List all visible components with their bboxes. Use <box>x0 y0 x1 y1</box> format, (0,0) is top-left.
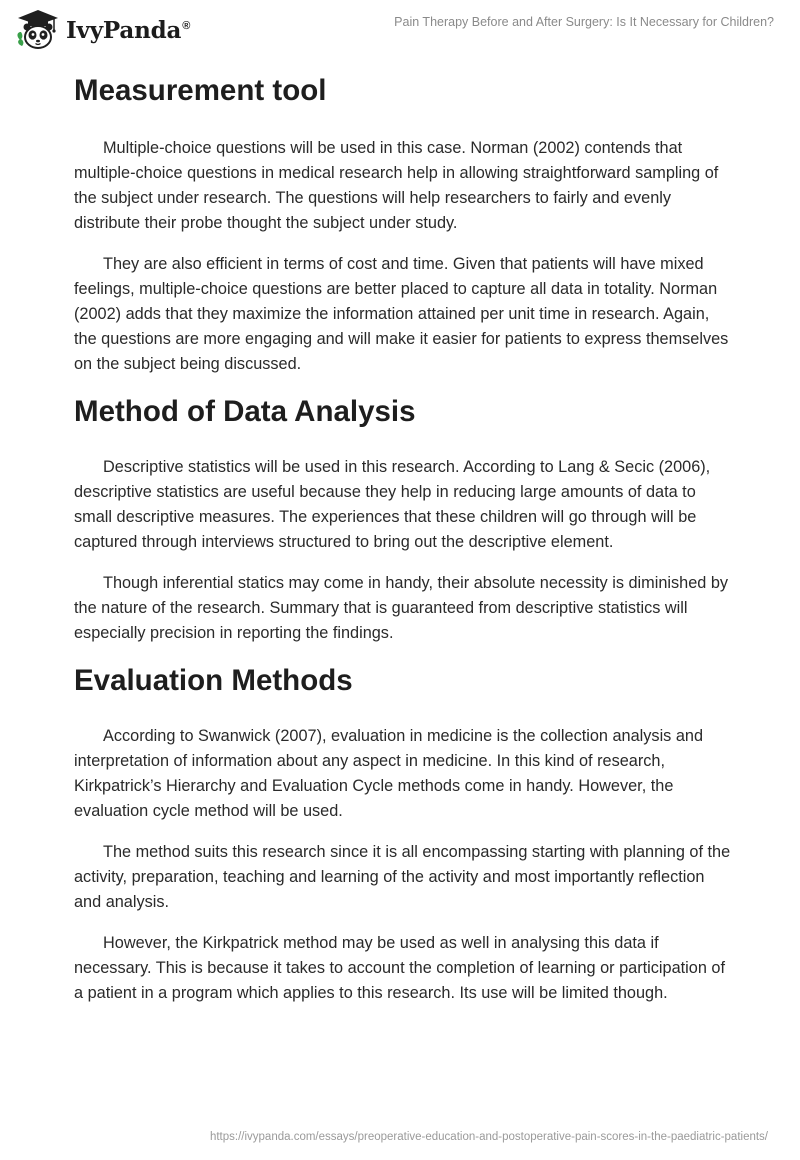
paragraph: They are also efficient in terms of cost and time. Given that patients will have mixed feelings, multiple-choice questions are better placed to capture all data in totality. Norman (2002) adds that they maximize the information attained per unit time in research. Again, the questions are more engaging and will make it easier for patients to express themselves on the subject being discussed. <box>74 255 729 373</box>
section-heading-evaluation-methods: Evaluation Methods <box>74 664 353 697</box>
source-url-link[interactable]: https://ivypanda.com/essays/preoperative-education-and-postoperative-pain-scores-in-the-paediatric-patients/ <box>209 1131 768 1143</box>
paragraph: However, the Kirkpatrick method may be used as well in analysing this data if necessary. This is because it takes to account the completion of learning or participation of a patient in a program which applies to this research. Its use will be limited though. <box>74 934 726 1002</box>
ivypanda-logo[interactable] <box>14 8 190 52</box>
essay-title: Pain Therapy Before and After Surgery: Is It Necessary for Children? <box>394 15 774 29</box>
essay-content <box>74 72 734 1006</box>
section-heading-method-of-data-analysis: Method of Data Analysis <box>74 395 416 428</box>
panda-graduate-icon <box>14 8 62 52</box>
brand-name: IvyPanda® <box>66 16 191 44</box>
paragraph: Multiple-choice questions will be used in this case. Norman (2002) contends that multiple-choice questions in medical research help in allowing straightforward sampling of the subject under research. The questions will help researchers to fairly and evenly distribute their probe thought the subject under study. <box>74 139 719 232</box>
paragraph: Though inferential statics may come in handy, their absolute necessity is diminished by the nature of the research. Summary that is guaranteed from descriptive statistics will especially precision in reporting the findings. <box>74 574 729 642</box>
paragraph: According to Swanwick (2007), evaluation in medicine is the collection analysis and interpretation of information about any aspect in medicine. In this kind of research, Kirkpatrick’s Hierarchy and Evaluation Cycle methods come in handy. However, the evaluation cycle method will be used. <box>74 727 704 820</box>
section-heading-measurement-tool: Measurement tool <box>74 74 327 107</box>
page-header <box>0 0 800 60</box>
paragraph: The method suits this research since it is all encompassing starting with planning of the activity, preparation, teaching and learning of the activity and most importantly reflection and analysis. <box>74 843 731 911</box>
paragraph: Descriptive statistics will be used in this research. According to Lang & Secic (2006), descriptive statistics are useful because they help in reducing large amounts of data to small descriptive measures. The experiences that these children will go through will be captured through interviews structured to bring out the descriptive element. <box>74 458 711 551</box>
